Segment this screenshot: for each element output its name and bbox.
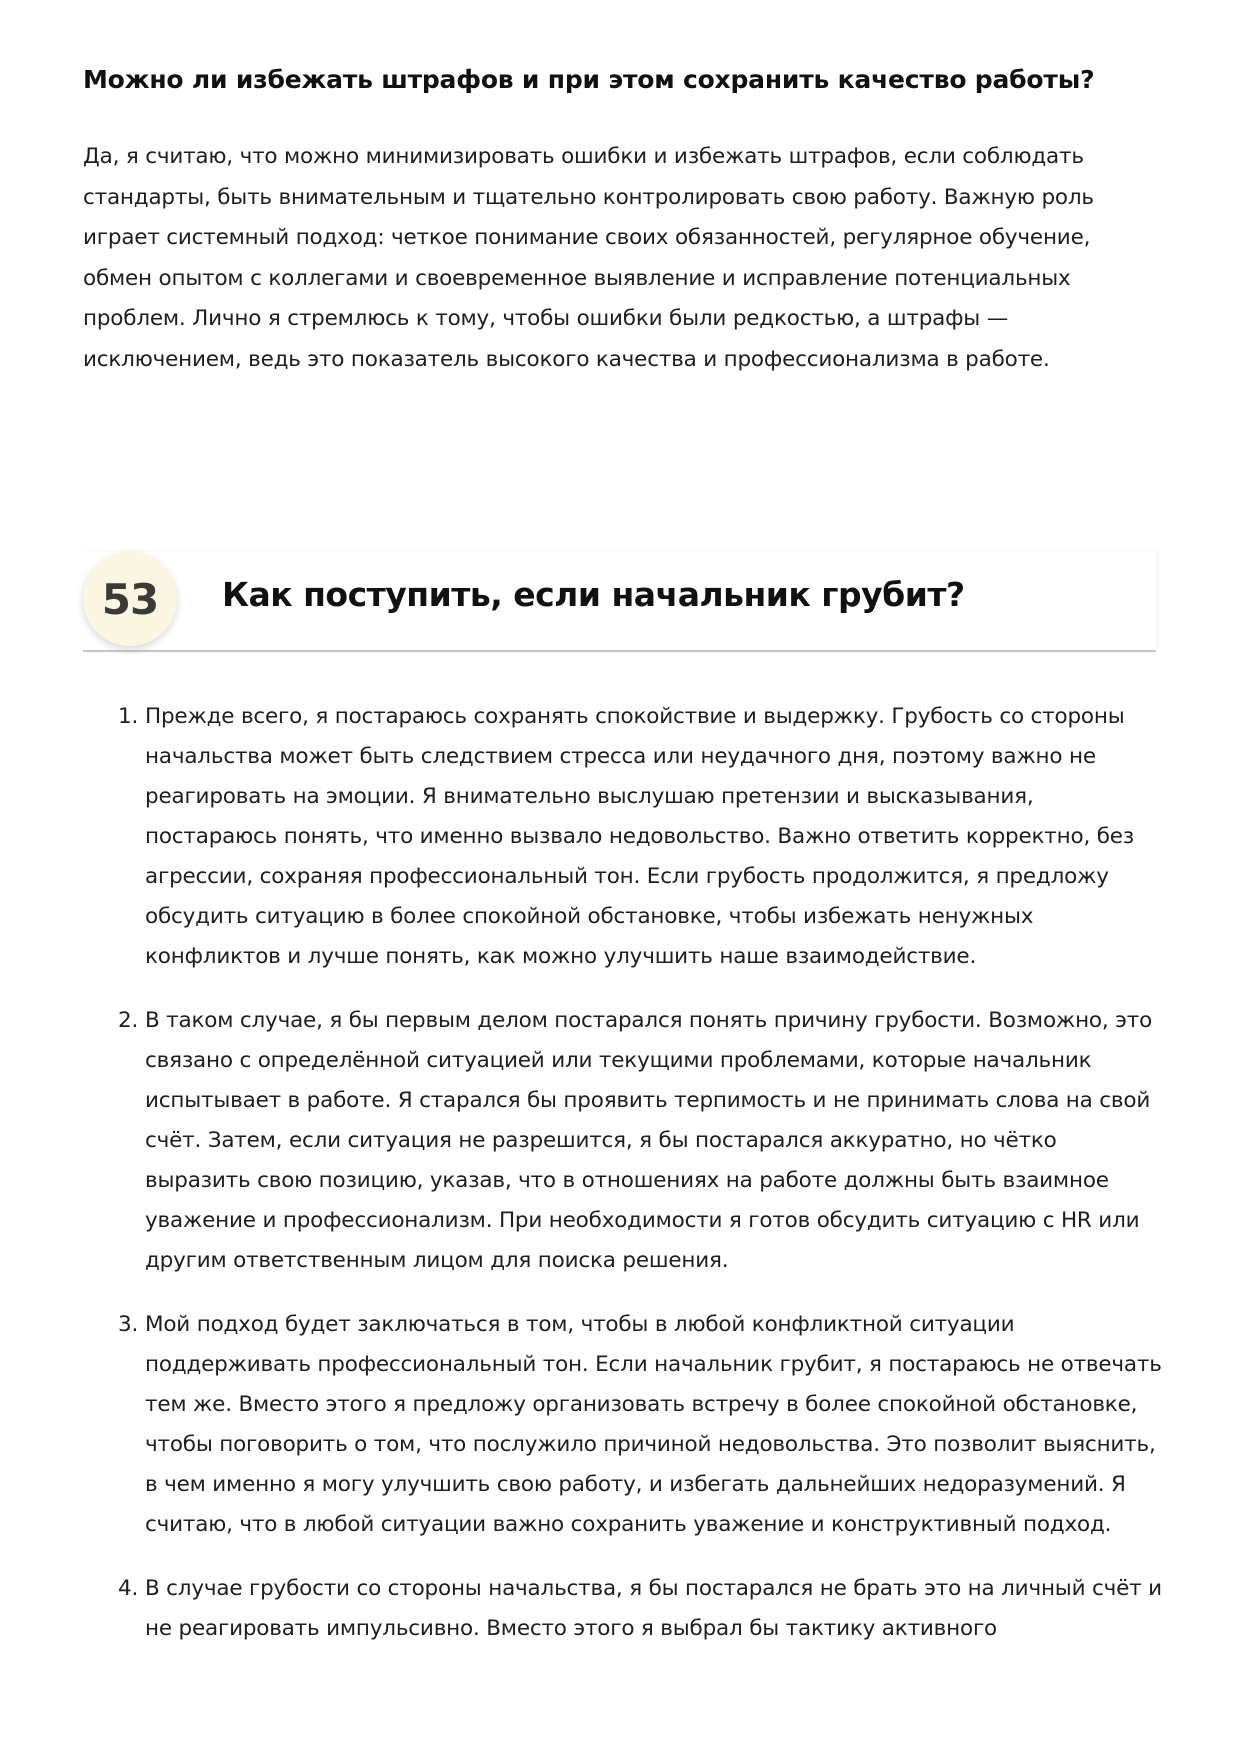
question-number: 53 [101, 574, 159, 624]
answer-number: 2. [118, 1008, 139, 1033]
answer-item [83, 697, 1163, 977]
question-number-badge [83, 552, 177, 646]
answer-text: Прежде всего, я постараюсь сохранять спокойствие и выдержку. Грубость со стороны начальства может быть следствием стресса или неудачного дня, поэтому важно не реагировать на эмоции. Я внимательно выслушаю претензии и высказывания, постараюсь понять, что именно вызвало недовольство. Важно ответить корректно, без агрессии, сохраняя профессиональный тон. Если грубость продолжится, я предложу обсудить ситуацию в более спокойной обстановке, чтобы избежать ненужных конфликтов и лучше понять, как можно улучшить наше взаимодействие. [145, 704, 1135, 969]
question-header [83, 552, 1156, 652]
previous-question-answer: Да, я считаю, что можно минимизировать ошибки и избежать штрафов, если соблюдать стандарты, быть внимательным и тщательно контролировать свою работу. Важную роль играет системный подход: четкое понимание своих обязанностей, регулярное обучение, обмен опытом с коллегами и своевременное выявление и исправление потенциальных проблем. Лично я стремлюсь к тому, чтобы ошибки были редкостью, а штрафы — исключением, ведь это показатель высокого качества и профессионализма в работе. [83, 144, 1094, 372]
answer-text: В таком случае, я бы первым делом постарался понять причину грубости. Возможно, это связано с определённой ситуацией или текущими проблемами, которые начальник испытывает в работе. Я старался бы проявить терпимость и не принимать слова на свой счёт. Затем, если ситуация не разрешится, я бы постарался аккуратно, но чётко выразить свою позицию, указав, что в отношениях на работе должны быть взаимное уважение и профессионализм. При необходимости я готов обсудить ситуацию с HR или другим ответственным лицом для поиска решения. [145, 1008, 1153, 1273]
answer-item [83, 1001, 1163, 1281]
previous-question-heading: Можно ли избежать штрафов и при этом сохранить качество работы? [83, 65, 1095, 94]
question-title: Как поступить, если начальник грубит? [222, 575, 965, 614]
answer-text: В случае грубости со стороны начальства, я бы постарался не брать это на личный счёт и не реагировать импульсивно. Вместо этого я выбрал бы тактику активного [145, 1576, 1162, 1641]
answer-number: 4. [118, 1576, 139, 1601]
answer-number: 3. [118, 1312, 139, 1337]
answer-item [83, 1569, 1163, 1649]
answer-number: 1. [118, 704, 139, 729]
answer-item [83, 1305, 1163, 1545]
answer-list [83, 697, 1163, 1649]
answer-text: Мой подход будет заключаться в том, чтобы в любой конфликтной ситуации поддерживать профессиональный тон. Если начальник грубит, я постараюсь не отвечать тем же. Вместо этого я предложу организовать встречу в более спокойной обстановке, чтобы поговорить о том, что послужило причиной недовольства. Это позволит выяснить, в чем именно я могу улучшить свою работу, и избегать дальнейших недоразумений. Я считаю, что в любой ситуации важно сохранить уважение и конструктивный подход. [145, 1312, 1162, 1537]
